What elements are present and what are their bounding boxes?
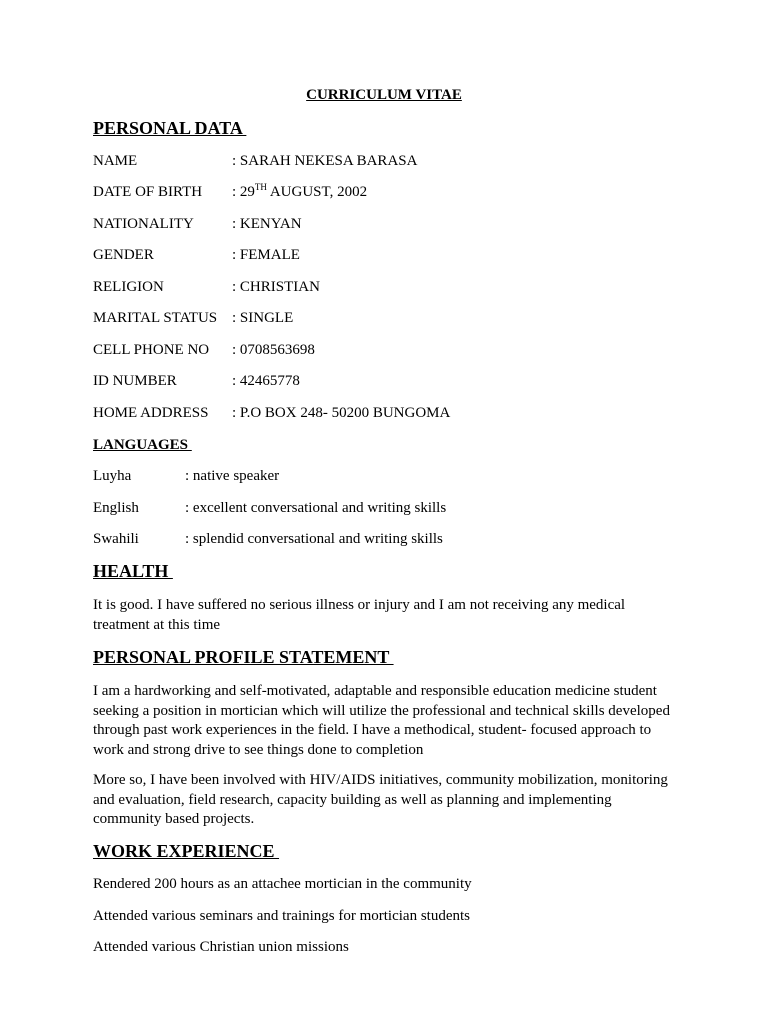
profile-paragraph-1: I am a hardworking and self-motivated, adaptable and responsible education medicine student seeking a position in mortician which will utilize the professional and technical skills developed through past work experiences in the field. I have a methodical, student- focused approach to work and strong drive to see things done to completion bbox=[93, 683, 670, 758]
work-experience-heading: WORK EXPERIENCE bbox=[93, 841, 280, 861]
field-label: RELIGION bbox=[93, 279, 164, 295]
language-name: English bbox=[93, 500, 139, 516]
work-experience-item: Rendered 200 hours as an attachee mortician in the community bbox=[93, 876, 472, 892]
work-experience-item: Attended various Christian union missions bbox=[93, 939, 349, 955]
field-label: NAME bbox=[93, 153, 138, 169]
dob-month-year: AUGUST, 2002 bbox=[266, 184, 368, 200]
profile-heading: PERSONAL PROFILE STATEMENT bbox=[93, 647, 394, 667]
field-label: CELL PHONE NO bbox=[93, 342, 210, 358]
field-label: DATE OF BIRTH bbox=[93, 184, 203, 200]
field-value: : 0708563698 bbox=[232, 342, 315, 358]
language-level: : excellent conversational and writing skills bbox=[185, 500, 447, 516]
field-value bbox=[232, 184, 367, 201]
field-value: : 42465778 bbox=[232, 373, 300, 389]
field-value: : SARAH NEKESA BARASA bbox=[232, 153, 418, 169]
profile-paragraph-2: More so, I have been involved with HIV/AIDS initiatives, community mobilization, monitoring and evaluation, field research, capacity building as well as planning and implementing community based projects. bbox=[93, 772, 668, 827]
language-name: Luyha bbox=[93, 468, 132, 484]
field-value: : CHRISTIAN bbox=[232, 279, 320, 295]
field-label: HOME ADDRESS bbox=[93, 405, 209, 421]
field-label: GENDER bbox=[93, 247, 154, 263]
personal-data-heading: PERSONAL DATA bbox=[93, 118, 247, 138]
field-label: ID NUMBER bbox=[93, 373, 177, 389]
dob-ordinal-suffix: TH bbox=[254, 182, 267, 192]
document-title: CURRICULUM VITAE bbox=[306, 87, 462, 103]
health-heading: HEALTH bbox=[93, 561, 173, 581]
field-label: MARITAL STATUS bbox=[93, 310, 218, 326]
language-name: Swahili bbox=[93, 531, 139, 547]
language-level: : splendid conversational and writing skills bbox=[185, 531, 443, 547]
work-experience-item: Attended various seminars and trainings for mortician students bbox=[93, 908, 470, 924]
languages-heading: LANGUAGES bbox=[93, 437, 192, 453]
field-value: : KENYAN bbox=[232, 216, 302, 232]
dob-day: : 29 bbox=[232, 184, 255, 200]
field-value: : P.O BOX 248- 50200 BUNGOMA bbox=[232, 405, 451, 421]
language-level: : native speaker bbox=[185, 468, 280, 484]
field-label: NATIONALITY bbox=[93, 216, 194, 232]
field-value: : SINGLE bbox=[232, 310, 294, 326]
health-text: It is good. I have suffered no serious illness or injury and I am not receiving any medical treatment at this time bbox=[93, 597, 626, 633]
field-value: : FEMALE bbox=[232, 247, 300, 263]
